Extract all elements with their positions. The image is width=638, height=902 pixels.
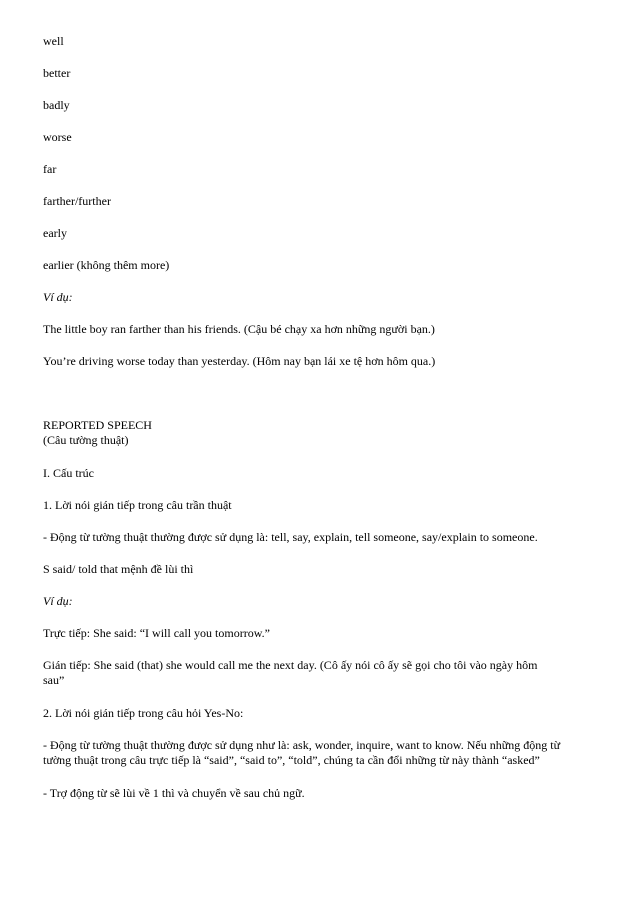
section-title: REPORTED SPEECH <box>43 418 152 432</box>
example-sentence: You’re driving worse today than yesterday. (Hôm nay bạn lái xe tệ hơn hôm qua.) <box>43 354 436 368</box>
indirect-speech-example-cont: sau” <box>43 673 65 687</box>
adverb-word: far <box>43 162 57 176</box>
subsection-heading: 1. Lời nói gián tiếp trong câu trần thuật <box>43 498 232 512</box>
paragraph: - Động từ tường thuật thường được sử dụng như là: ask, wonder, inquire, want to know. Nếu những động từ <box>43 738 561 752</box>
subsection-heading: 2. Lời nói gián tiếp trong câu hỏi Yes-No: <box>43 706 244 720</box>
adverb-word: earlier (không thêm more) <box>43 258 170 272</box>
section-subtitle: (Câu tường thuật) <box>43 433 129 447</box>
adverb-word: better <box>43 66 71 80</box>
paragraph: - Động từ tường thuật thường được sử dụng là: tell, say, explain, tell someone, say/explain to someone. <box>43 530 538 544</box>
paragraph-cont: tường thuật trong câu trực tiếp là “said”, “said to”, “told”, chúng ta cần đổi những từ này thành “asked” <box>43 753 540 767</box>
direct-speech-example: Trực tiếp: She said: “I will call you tomorrow.” <box>43 626 270 640</box>
part-heading: I. Cấu trúc <box>43 466 94 480</box>
paragraph: - Trợ động từ sẽ lùi về 1 thì và chuyển về sau chủ ngữ. <box>43 786 305 800</box>
adverb-word: farther/further <box>43 194 111 208</box>
example-heading: Ví dụ: <box>43 594 73 608</box>
example-heading: Ví dụ: <box>43 290 73 304</box>
adverb-word: early <box>43 226 67 240</box>
adverb-word: worse <box>43 130 72 144</box>
indirect-speech-example: Gián tiếp: She said (that) she would call me the next day. (Cô ấy nói cô ấy sẽ gọi cho tôi vào ngày hôm <box>43 658 538 672</box>
formula: S said/ told that mệnh đề lùi thì <box>43 562 194 576</box>
adverb-word: well <box>43 34 64 48</box>
example-sentence: The little boy ran farther than his friends. (Cậu bé chạy xa hơn những người bạn.) <box>43 322 435 336</box>
adverb-word: badly <box>43 98 70 112</box>
